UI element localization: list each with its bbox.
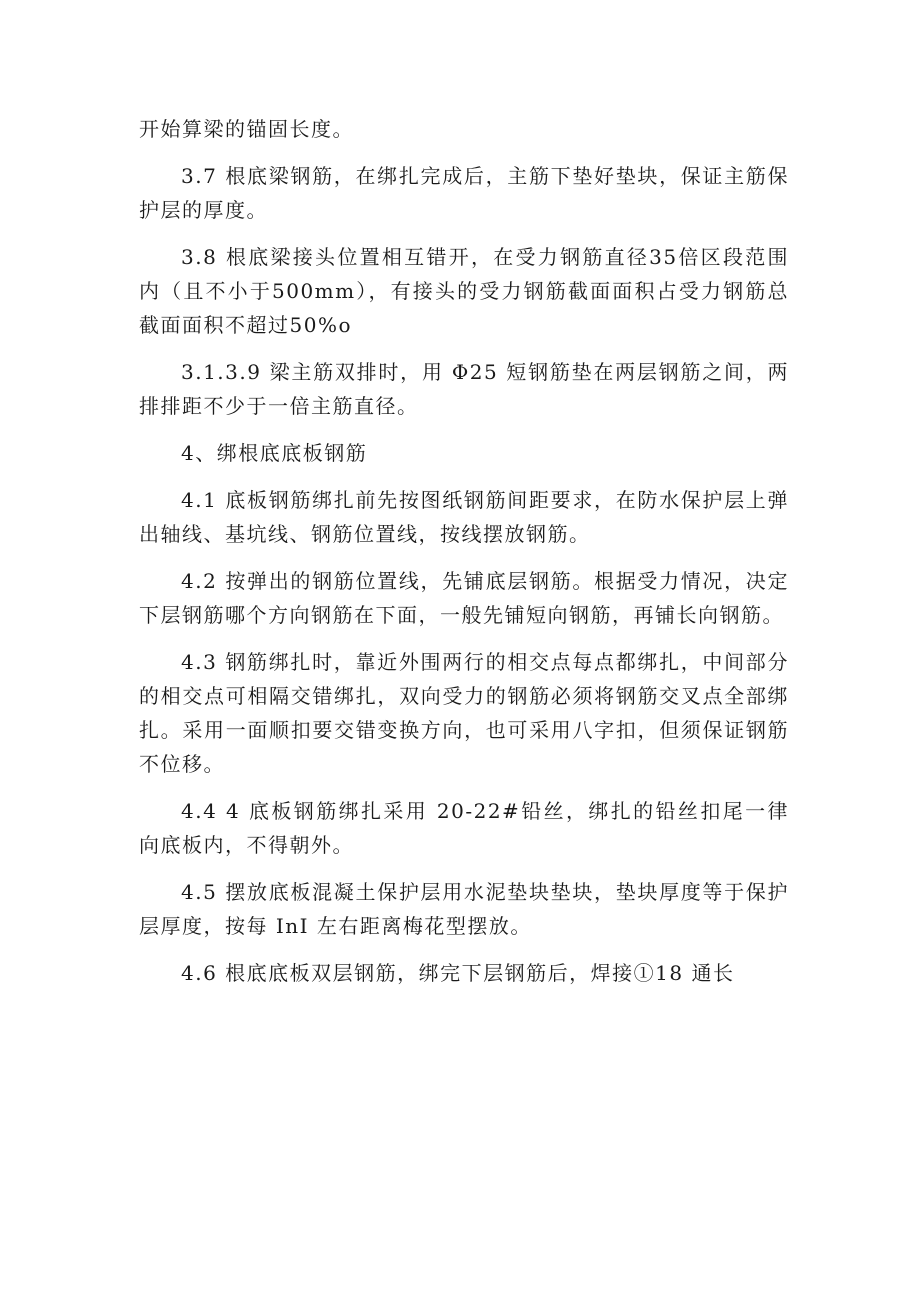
paragraph-continuation: 开始算梁的锚固长度。 bbox=[139, 117, 354, 141]
paragraph-4-2: 4.2 按弹出的钢筋位置线，先铺底层钢筋。根据受力情况，决定下层钢筋哪个方向钢筋在下面，一般先铺短向钢筋，再铺长向钢筋。 bbox=[139, 569, 789, 627]
paragraph-3-7: 3.7 根底梁钢筋，在绑扎完成后，主筋下垫好垫块，保证主筋保护层的厚度。 bbox=[139, 164, 789, 222]
paragraph-4-3: 4.3 钢筋绑扎时，靠近外围两行的相交点每点都绑扎，中间部分的相交点可相隔交错绑扎，双向受力的钢筋必须将钢筋交叉点全部绑扎。采用一面顺扣要交错变换方向，也可采用八字扣，但须保证钢筋不位移。 bbox=[139, 650, 789, 776]
section-heading-4: 4、绑根底底板钢筋 bbox=[181, 441, 368, 465]
paragraph-4-6: 4.6 根底底板双层钢筋，绑完下层钢筋后，焊接①18 通长 bbox=[181, 961, 735, 985]
paragraph-4-5: 4.5 摆放底板混凝土保护层用水泥垫块垫块，垫块厚度等于保护层厚度，按每 InI 左右距离梅花型摆放。 bbox=[139, 880, 789, 938]
document-body bbox=[139, 112, 789, 1003]
paragraph-4-4: 4.4 4 底板钢筋绑扎采用 20-22#铅丝，绑扎的铅丝扣尾一律向底板内，不得朝外。 bbox=[139, 799, 789, 857]
paragraph-4-1: 4.1 底板钢筋绑扎前先按图纸钢筋间距要求，在防水保护层上弹出轴线、基坑线、钢筋位置线，按线摆放钢筋。 bbox=[139, 488, 789, 546]
paragraph-3-8: 3.8 根底梁接头位置相互错开，在受力钢筋直径35倍区段范围内（且不小于500mm），有接头的受力钢筋截面面积占受力钢筋总截面面积不超过50%o bbox=[139, 245, 789, 337]
paragraph-3-1-3-9: 3.1.3.9 梁主筋双排时，用 Φ25 短钢筋垫在两层钢筋之间，两排排距不少于一倍主筋直径。 bbox=[139, 360, 789, 418]
